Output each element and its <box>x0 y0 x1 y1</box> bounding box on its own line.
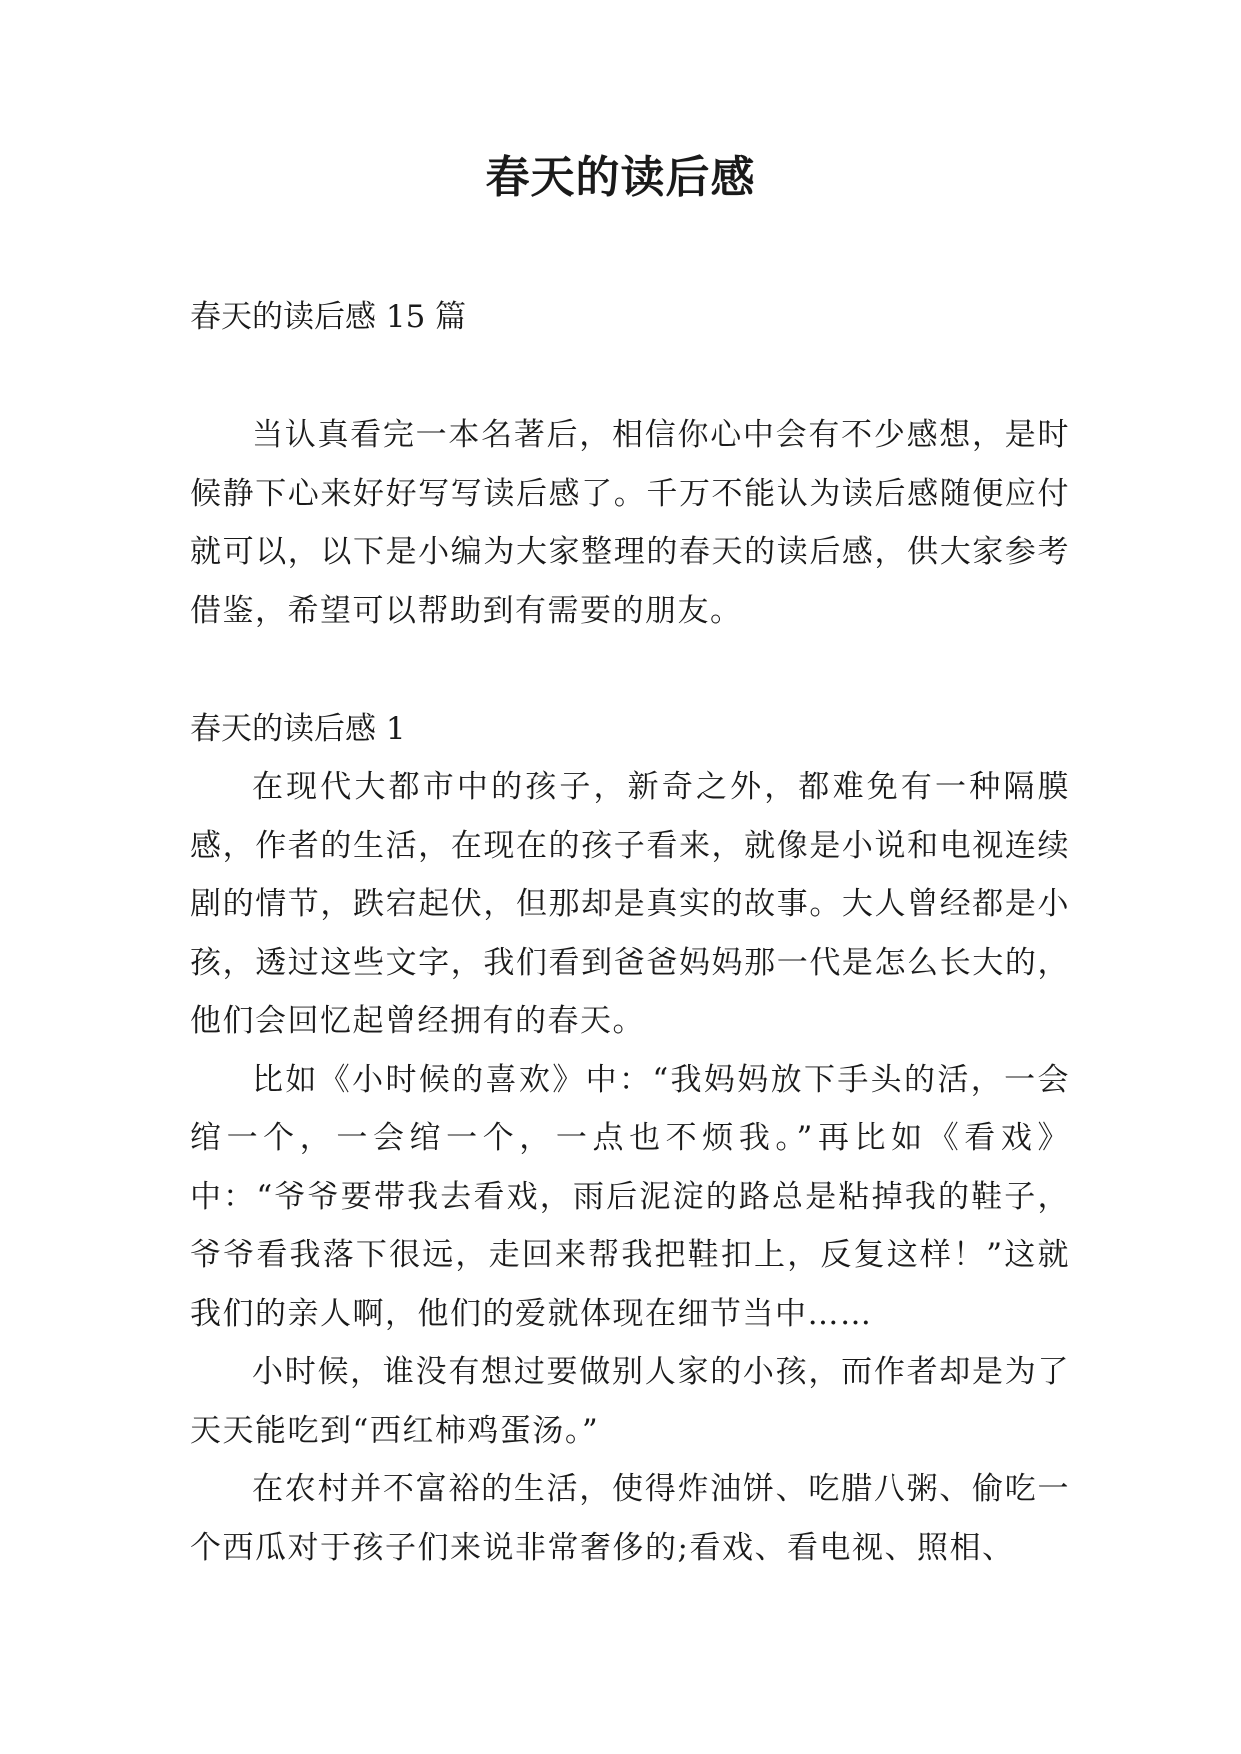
document-body <box>190 288 1070 1577</box>
body-paragraph: 在现代大都市中的孩子，新奇之外，都难免有一种隔膜感，作者的生活，在现在的孩子看来，就像是小说和电视连续剧的情节，跌宕起伏，但那却是真实的故事。大人曾经都是小孩，透过这些文字，我们看到爸爸妈妈那一代是怎么长大的，他们会回忆起曾经拥有的春天。 <box>190 769 1070 1039</box>
document-subtitle: 春天的读后感 15 篇 <box>190 299 467 335</box>
document-title: 春天的读后感 <box>485 152 756 203</box>
body-paragraph: 比如《小时候的喜欢》中：“我妈妈放下手头的活，一会绾一个，一会绾一个，一点也不烦我。”再比如《看戏》中：“爷爷要带我去看戏，雨后泥淀的路总是粘掉我的鞋子，爷爷看我落下很远，走回来帮我把鞋扣上，反复这样！”这就我们的亲人啊，他们的爱就体现在细节当中…… <box>190 1061 1070 1332</box>
body-paragraph: 在农村并不富裕的生活，使得炸油饼、吃腊八粥、偷吃一个西瓜对于孩子们来说非常奢侈的;看戏、看电视、照相、 <box>190 1471 1070 1566</box>
section-heading: 春天的读后感 1 <box>190 711 406 747</box>
body-paragraph: 小时候，谁没有想过要做别人家的小孩，而作者却是为了天天能吃到“西红柿鸡蛋汤。” <box>190 1354 1070 1449</box>
intro-paragraph: 当认真看完一本名著后，相信你心中会有不少感想，是时候静下心来好好写写读后感了。千万不能认为读后感随便应付就可以，以下是小编为大家整理的春天的读后感，供大家参考借鉴，希望可以帮助到有需要的朋友。 <box>190 417 1070 629</box>
